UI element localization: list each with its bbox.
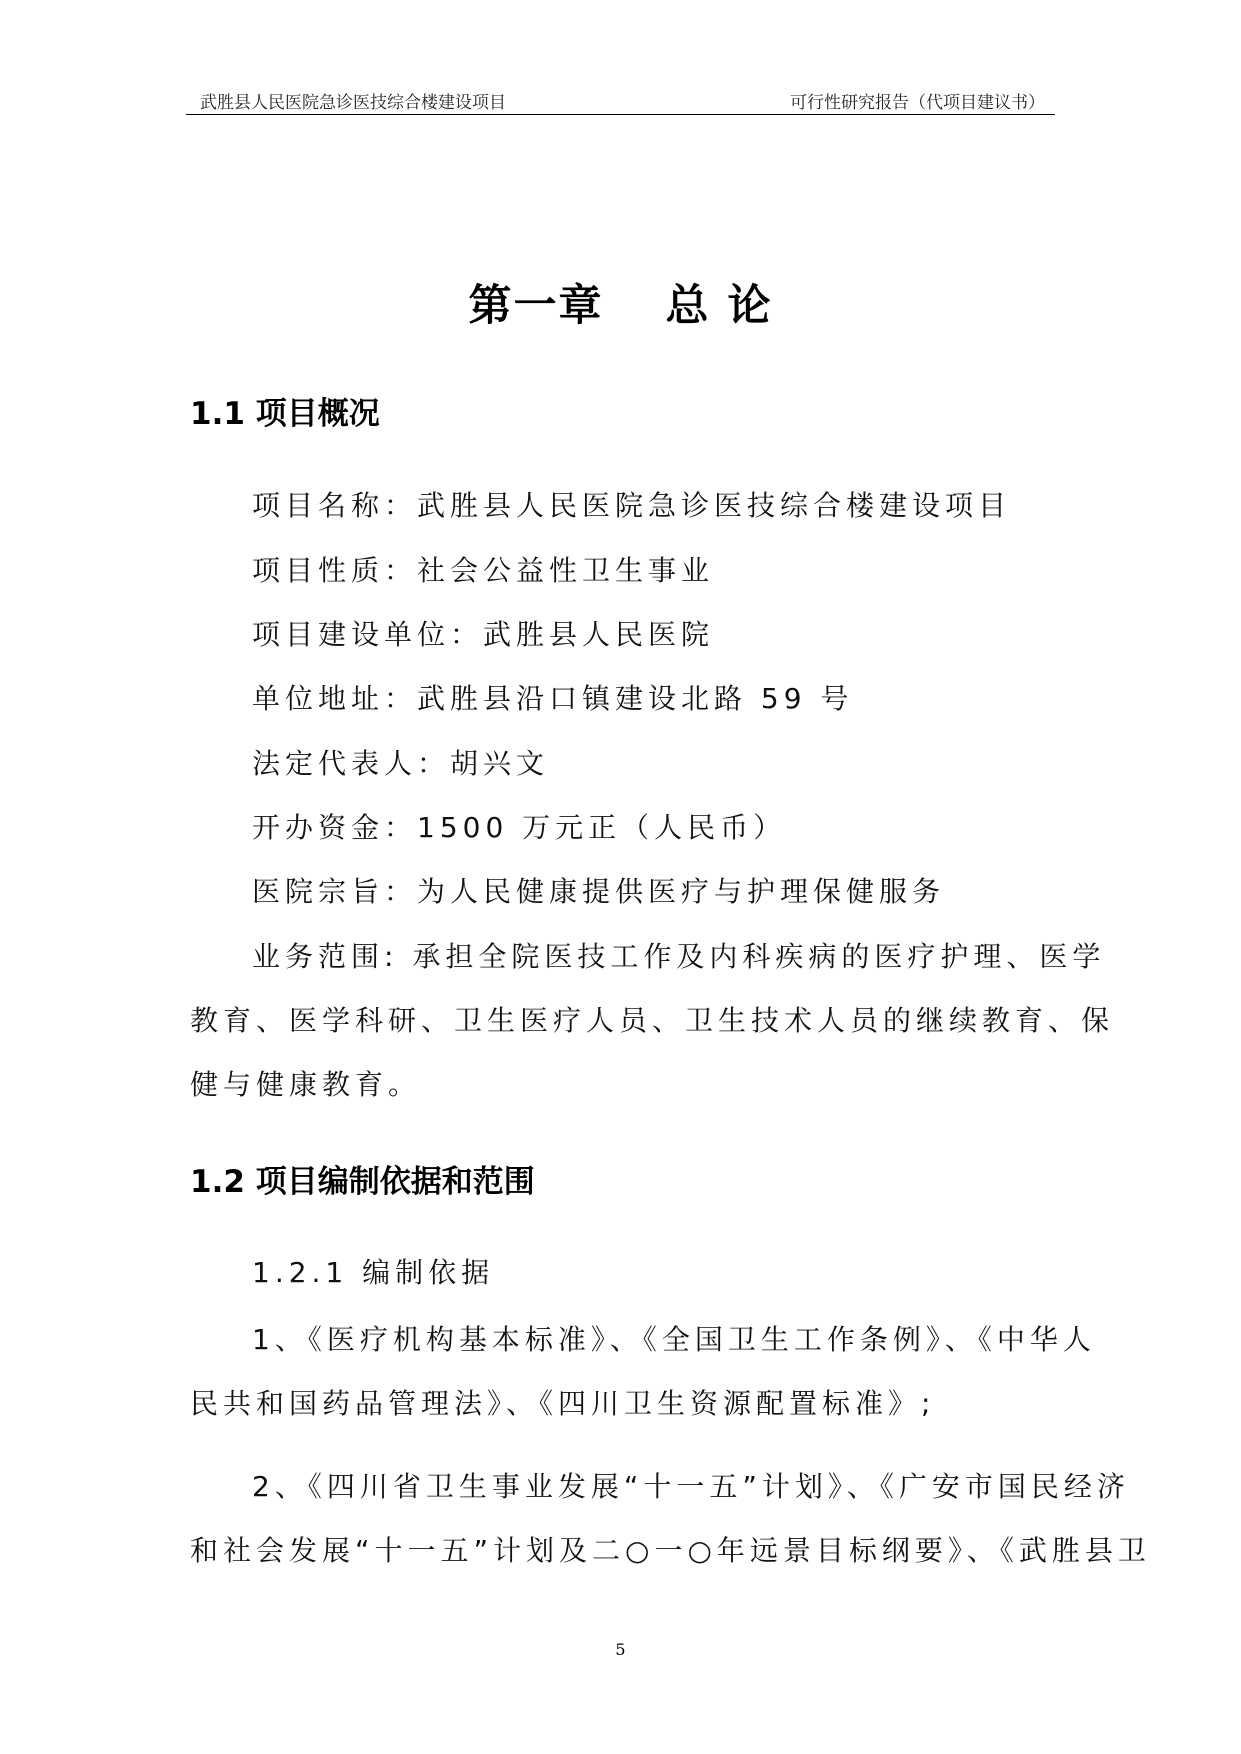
- chapter-title: 第一章 总 论: [468, 281, 773, 331]
- header-project-name: 武胜县人民医院急诊医技综合楼建设项目: [200, 93, 506, 113]
- scope-paragraph-line: 健与健康教育。: [190, 1068, 422, 1101]
- subsection-title-1-2-1: 1.2.1 编制依据: [252, 1256, 495, 1289]
- scope-paragraph-line: 业务范围: 承担全院医技工作及内科疾病的医疗护理、医学: [252, 940, 1106, 973]
- section-title-1-2: 1.2 项目编制依据和范围: [190, 1164, 535, 1200]
- page-number: 5: [615, 1640, 626, 1659]
- basis-item-line: 2、《四川省卫生事业发展“十一五”计划》、《广安市国民经济: [252, 1470, 1130, 1503]
- basis-item-line: 1、《医疗机构基本标准》、《全国卫生工作条例》、《中华人: [252, 1323, 1096, 1356]
- field-address: 单位地址：武胜县沿口镇建设北路 59 号: [252, 682, 854, 715]
- field-construction-unit: 项目建设单位：武胜县人民医院: [252, 618, 715, 651]
- field-project-name: 项目名称：武胜县人民医院急诊医技综合楼建设项目: [252, 489, 1012, 522]
- scope-paragraph-line: 教育、医学科研、卫生医疗人员、卫生技术人员的继续教育、保: [190, 1004, 1115, 1037]
- field-project-nature: 项目性质：社会公益性卫生事业: [252, 554, 715, 587]
- field-legal-representative: 法定代表人：胡兴文: [252, 747, 550, 780]
- basis-item-line: 民共和国药品管理法》、《四川卫生资源配置标准》;: [190, 1387, 936, 1420]
- field-hospital-purpose: 医院宗旨：为人民健康提供医疗与护理保健服务: [252, 875, 946, 908]
- header-report-type: 可行性研究报告（代项目建议书）: [790, 93, 1045, 113]
- basis-item-line: 和社会发展“十一五”计划及二○一○年远景目标纲要》、《武胜县卫: [190, 1534, 1151, 1567]
- running-header: [186, 86, 1055, 115]
- section-title-1-1: 1.1 项目概况: [190, 396, 380, 432]
- field-funding: 开办资金：1500 万元正（人民币）: [252, 811, 787, 844]
